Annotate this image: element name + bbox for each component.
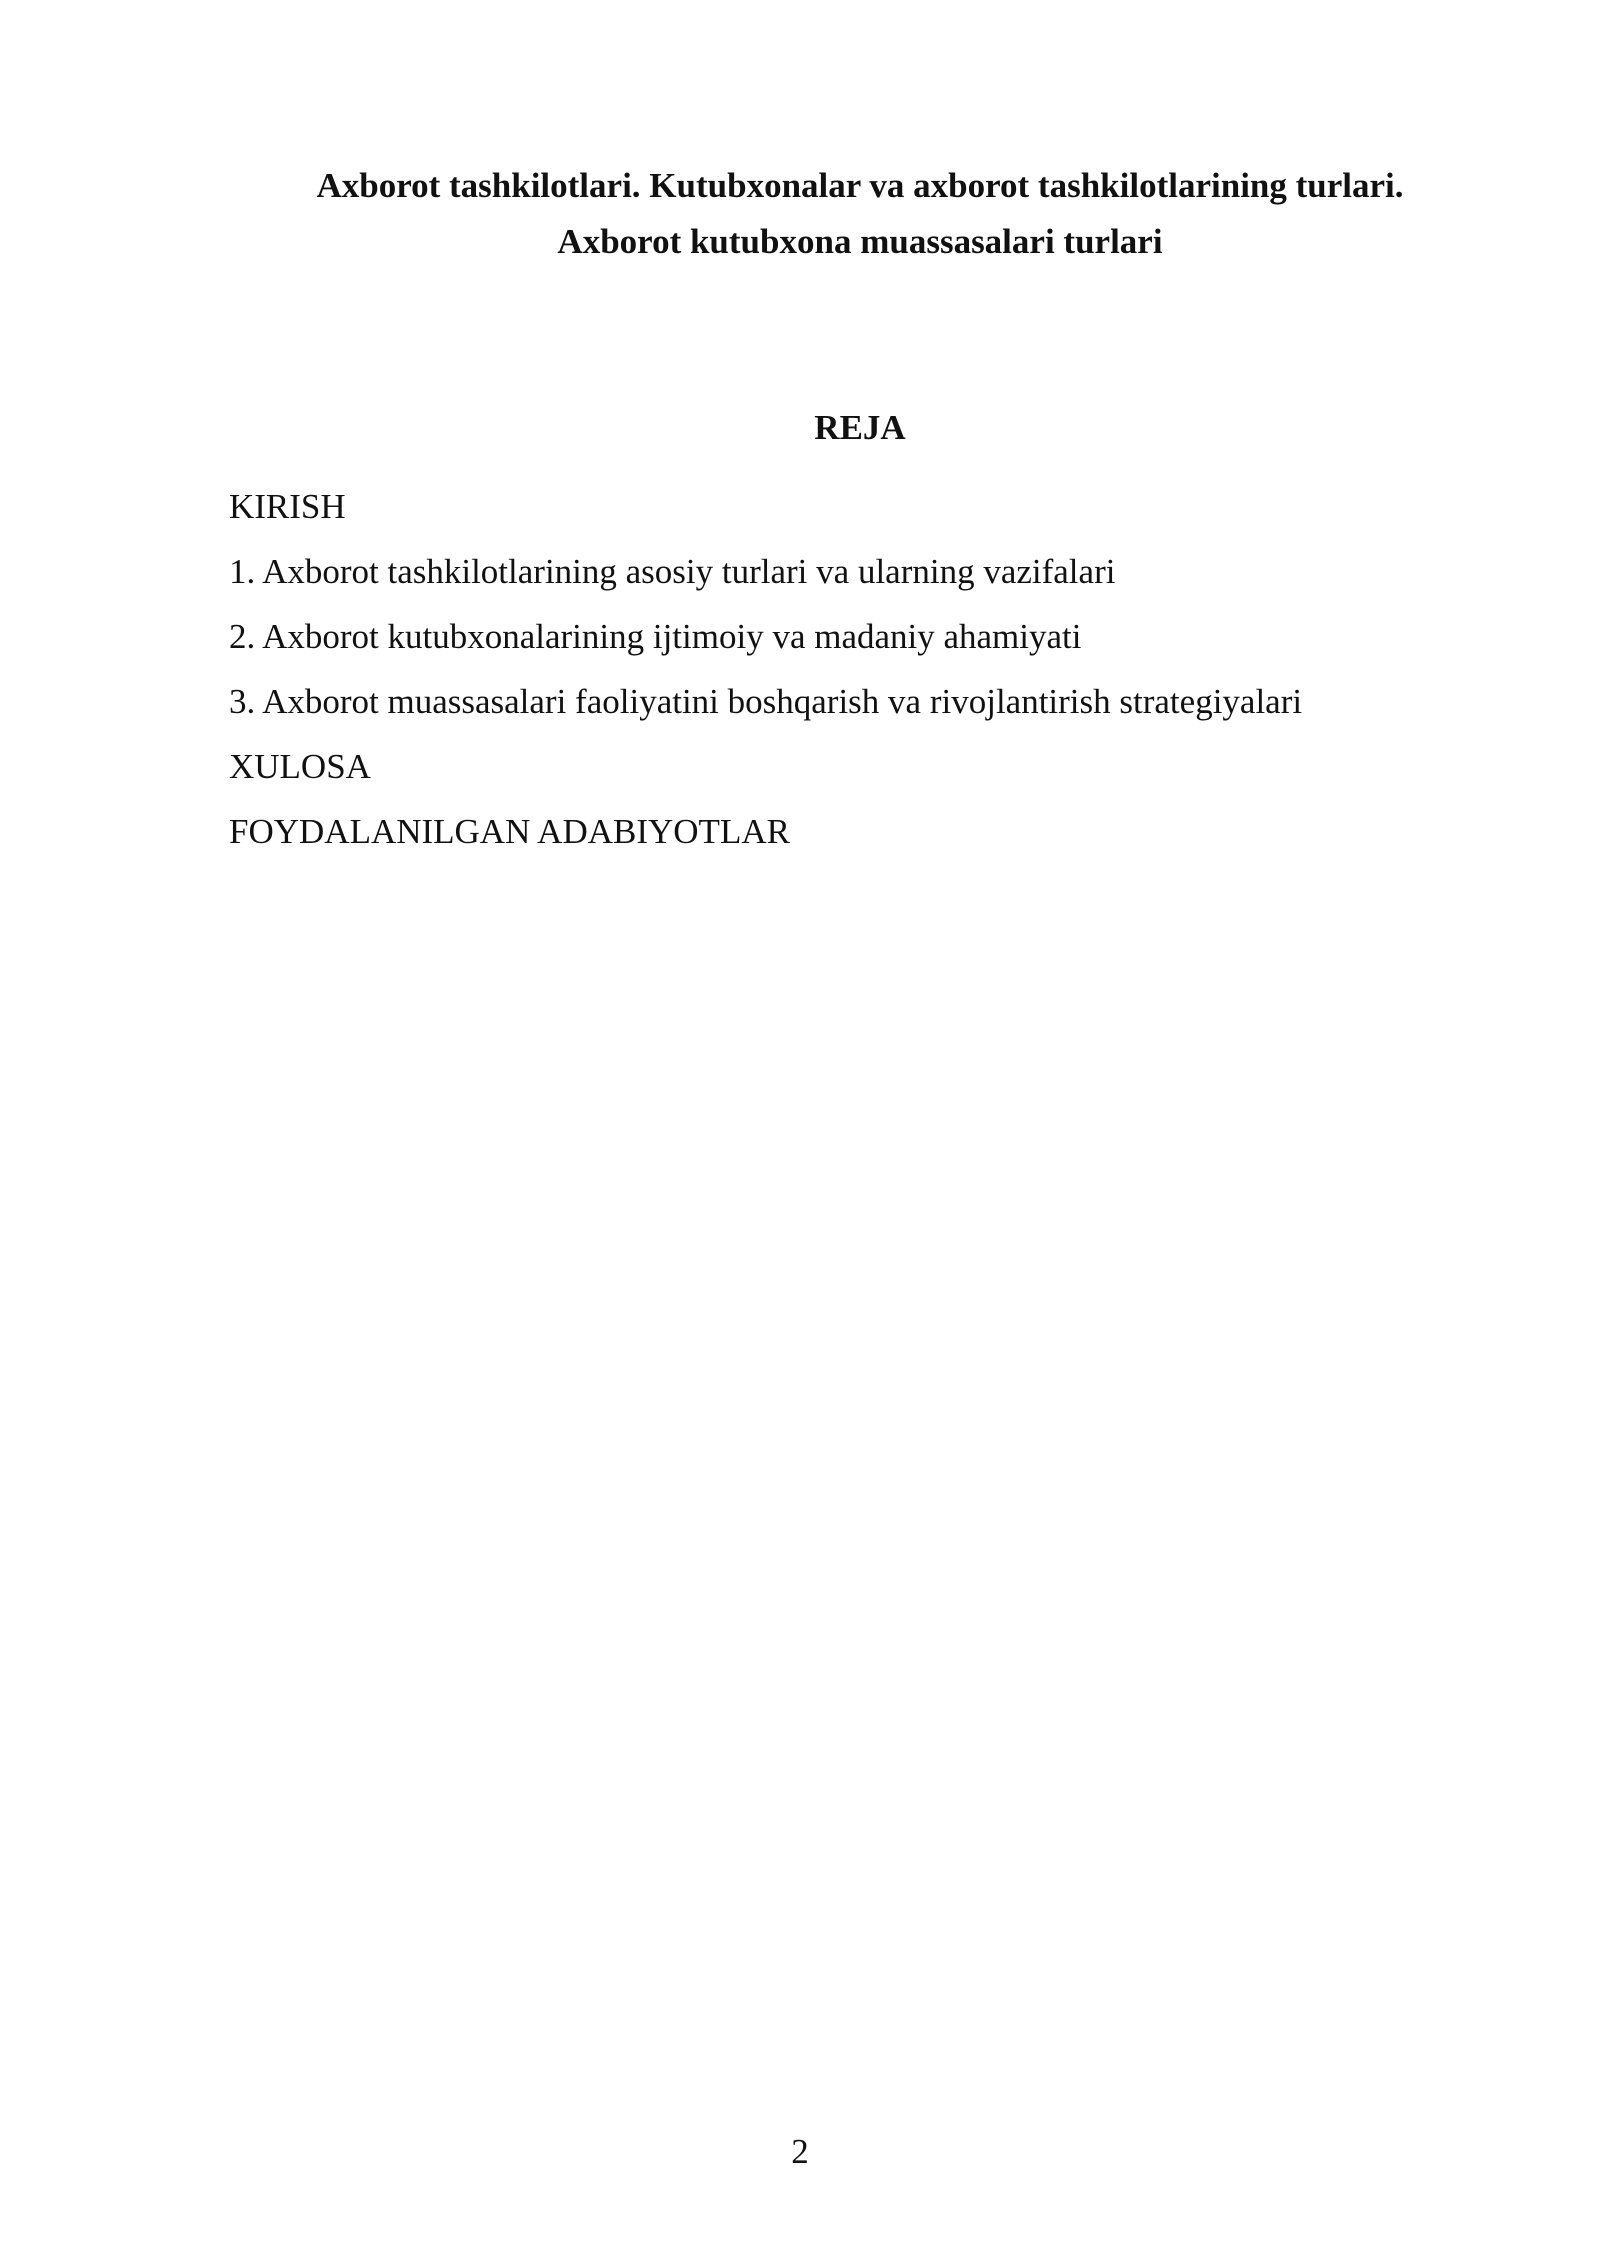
plan-item-introduction: KIRISH xyxy=(229,487,346,526)
page-title xyxy=(230,158,1490,270)
plan-item-references: FOYDALANILGAN ADABIYOTLAR xyxy=(229,812,790,851)
plan-item-2: 2. Axborot kutubxonalarining ijtimoiy va madaniy ahamiyati xyxy=(229,617,1082,656)
title-line-2: Axborot kutubxona muassasalari turlari xyxy=(557,222,1163,261)
plan-heading: REJA xyxy=(814,408,906,447)
page-number: 2 xyxy=(791,2132,809,2171)
plan-item-3: 3. Axborot muassasalari faoliyatini boshqarish va rivojlantirish strategiyalari xyxy=(229,682,1303,721)
plan-item-1: 1. Axborot tashkilotlarining asosiy turlari va ularning vazifalari xyxy=(229,552,1116,591)
title-line-1: Axborot tashkilotlari. Kutubxonalar va axborot tashkilotlarining turlari. xyxy=(316,166,1404,205)
plan-list xyxy=(229,474,1489,864)
plan-item-conclusion: XULOSA xyxy=(229,747,371,786)
